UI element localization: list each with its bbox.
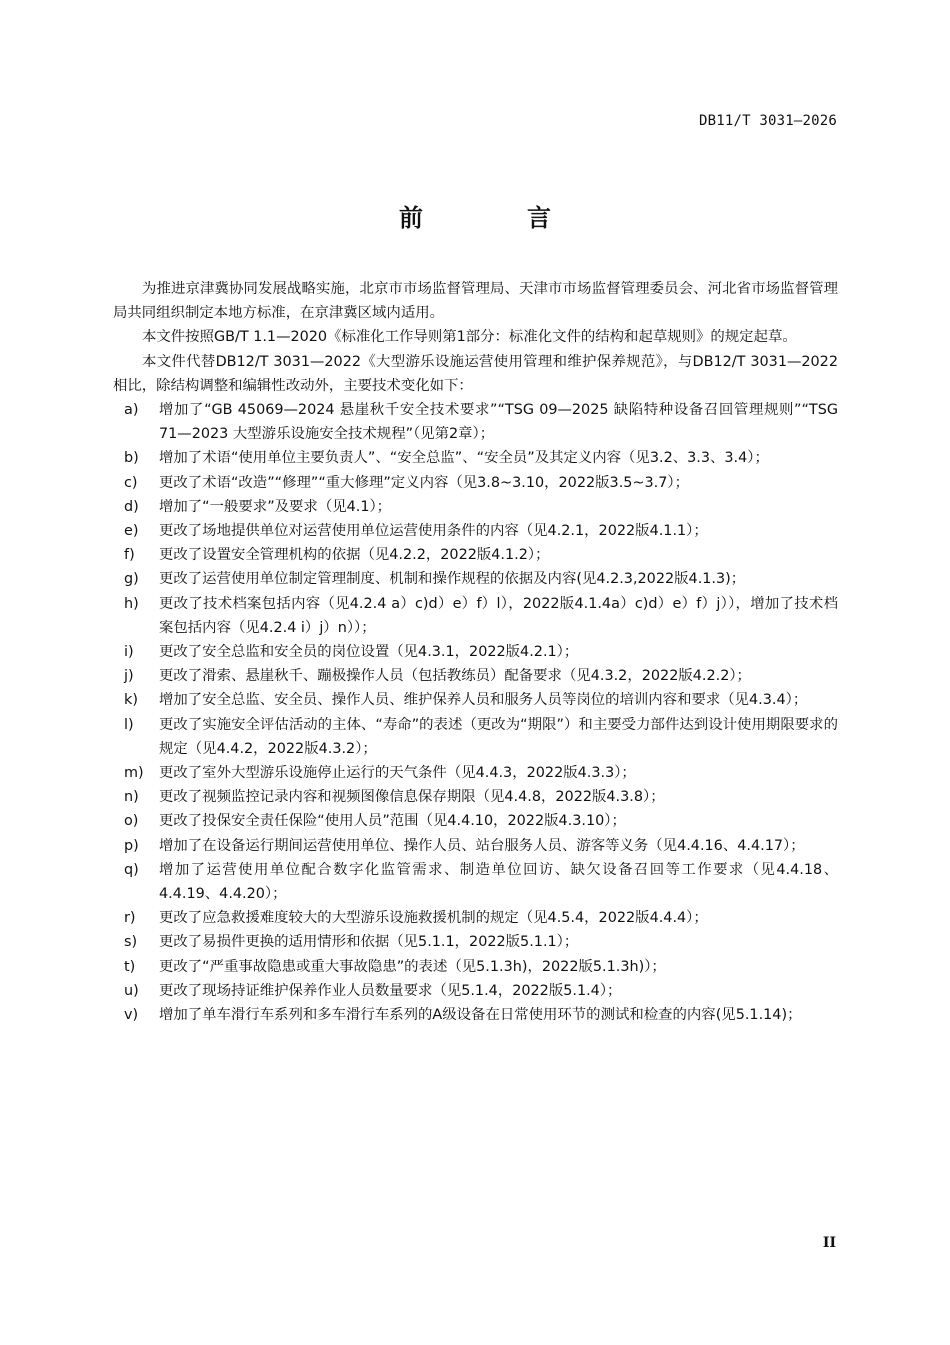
list-item bbox=[113, 567, 838, 591]
paragraph: 为推进京津冀协同发展战略实施，北京市市场监督管理局、天津市市场监督管理委员会、河北省市场监督管理局共同组织制定本地方标准，在京津冀区域内适用。 bbox=[113, 281, 838, 322]
list-item-text: 更改了视频监控记录内容和视频图像信息保存期限（见4.4.8，2022版4.3.8）； bbox=[159, 789, 665, 806]
list-item-text: 增加了单车滑行车系列和多车滑行车系列的A级设备在日常使用环节的测试和检查的内容(见5.1.14)； bbox=[159, 1007, 802, 1024]
list-marker: f) bbox=[124, 547, 135, 564]
page-title: 前 言 bbox=[399, 204, 591, 232]
list-item-text: 更改了滑索、悬崖秋千、蹦极操作人员（包括教练员）配备要求（见4.3.2，2022版4.2.2）； bbox=[159, 668, 751, 685]
list-marker: o) bbox=[124, 813, 139, 830]
list-marker: a) bbox=[124, 402, 139, 419]
list-item-text: 增加了“GB 45069—2024 悬崖秋千安全技术要求”“TSG 09—2025 缺陷特种设备召回管理规则”“TSG 71—2023 大型游乐设施安全技术规程”（见第2章）； bbox=[159, 402, 838, 443]
list-item-text: 增加了运营使用单位配合数字化监管需求、制造单位回访、缺欠设备召回等工作要求（见4.4.18、4.4.19、4.4.20）； bbox=[159, 861, 838, 903]
list-item-text: 更改了设置安全管理机构的依据（见4.2.2，2022版4.1.2）； bbox=[159, 547, 550, 564]
list-item-text: 更改了技术档案包括内容（见4.2.4 a）c)d）e）f）l），2022版4.1.4a）c)d）e）f）j）），增加了技术档案包括内容（见4.2.4 i）j）n））； bbox=[159, 595, 838, 636]
list-marker: m) bbox=[124, 765, 144, 782]
paragraph: 本文件按照GB/T 1.1—2020《标准化工作导则第1部分：标准化文件的结构和起草规则》的规定起草。 bbox=[142, 329, 797, 346]
list-item bbox=[113, 688, 838, 712]
list-marker: h) bbox=[124, 595, 139, 612]
foreword-body bbox=[113, 277, 838, 1027]
list-item bbox=[113, 713, 838, 761]
list-marker: q) bbox=[124, 861, 139, 878]
list-item bbox=[113, 446, 838, 470]
list-marker: e) bbox=[124, 523, 139, 540]
list-marker: j) bbox=[124, 668, 134, 685]
paragraph: 本文件代替DB12/T 3031—2022《大型游乐设施运营使用管理和维护保养规范》，与DB12/T 3031—2022相比，除结构调整和编辑性改动外，主要技术变化如下： bbox=[113, 353, 838, 394]
list-marker: n) bbox=[124, 789, 139, 806]
list-marker: b) bbox=[124, 450, 139, 467]
list-item bbox=[113, 979, 838, 1003]
list-marker: u) bbox=[124, 982, 139, 999]
list-marker: c) bbox=[124, 474, 138, 491]
list-item-text: 更改了易损件更换的适用情形和依据（见5.1.1，2022版5.1.1）； bbox=[159, 934, 579, 951]
list-item bbox=[113, 785, 838, 809]
list-item-text: 增加了术语“使用单位主要负责人”、“安全总监”、“安全员”及其定义内容（见3.2、3.3、3.4）； bbox=[159, 450, 769, 467]
list-item-text: 更改了场地提供单位对运营使用单位运营使用条件的内容（见4.2.1，2022版4.1.1）； bbox=[159, 523, 708, 540]
list-marker: t) bbox=[124, 958, 136, 975]
list-item bbox=[113, 640, 838, 664]
list-marker: s) bbox=[124, 934, 138, 951]
list-item bbox=[113, 543, 838, 567]
list-item bbox=[113, 471, 838, 495]
list-item-text: 更改了现场持证维护保养作业人员数量要求（见5.1.4，2022版5.1.4）； bbox=[159, 982, 622, 999]
list-item-text: 更改了“严重事故隐患或重大事故隐患”的表述（见5.1.3h)，2022版5.1.3h)）； bbox=[159, 958, 666, 975]
list-item bbox=[113, 398, 838, 446]
list-item bbox=[113, 809, 838, 833]
list-item bbox=[113, 955, 838, 979]
list-item-text: 增加了安全总监、安全员、操作人员、维护保养人员和服务人员等岗位的培训内容和要求（见4.3.4）； bbox=[159, 692, 808, 709]
list-marker: g) bbox=[124, 571, 139, 588]
list-marker: v) bbox=[124, 1007, 139, 1024]
list-item bbox=[113, 906, 838, 930]
list-item bbox=[113, 834, 838, 858]
list-marker: l) bbox=[124, 716, 134, 733]
list-marker: r) bbox=[124, 910, 136, 927]
list-marker: p) bbox=[124, 837, 139, 854]
list-item-text: 更改了安全总监和安全员的岗位设置（见4.3.1，2022版4.2.1）； bbox=[159, 644, 579, 661]
list-item-text: 更改了运营使用单位制定管理制度、机制和操作规程的依据及内容(见4.2.3,2022版4.1.3)； bbox=[159, 571, 746, 588]
document-code: DB11/T 3031—2026 bbox=[698, 113, 837, 129]
list-item-text: 增加了“一般要求”及要求（见4.1）； bbox=[159, 498, 392, 515]
list-item-text: 更改了室外大型游乐设施停止运行的天气条件（见4.4.3，2022版4.3.3）； bbox=[159, 765, 636, 782]
list-marker: i) bbox=[124, 644, 134, 661]
list-item bbox=[113, 1003, 838, 1027]
list-item-text: 更改了实施安全评估活动的主体、“寿命”的表述（更改为“期限”）和主要受力部件达到设计使用期限要求的规定（见4.4.2，2022版4.3.2）； bbox=[159, 716, 838, 757]
list-item bbox=[113, 495, 838, 519]
list-item bbox=[113, 930, 838, 954]
list-item bbox=[113, 761, 838, 785]
list-item-text: 更改了投保安全责任保险“使用人员”范围（见4.4.10，2022版4.3.10）； bbox=[159, 813, 626, 830]
list-item bbox=[113, 858, 838, 906]
list-item-text: 更改了应急救援难度较大的大型游乐设施救援机制的规定（见4.5.4，2022版4.4.4）； bbox=[159, 910, 708, 927]
list-marker: d) bbox=[124, 498, 139, 515]
list-item bbox=[113, 592, 838, 640]
list-marker: k) bbox=[124, 692, 138, 709]
list-item-text: 更改了术语“改造”“修理”“重大修理”定义内容（见3.8~3.10，2022版3.5~3.7）； bbox=[159, 474, 689, 491]
change-list bbox=[113, 398, 838, 1027]
list-item-text: 增加了在设备运行期间运营使用单位、操作人员、站台服务人员、游客等义务（见4.4.16、4.4.17）； bbox=[159, 837, 805, 854]
list-item bbox=[113, 519, 838, 543]
page-number: II bbox=[822, 1235, 836, 1251]
list-item bbox=[113, 664, 838, 688]
